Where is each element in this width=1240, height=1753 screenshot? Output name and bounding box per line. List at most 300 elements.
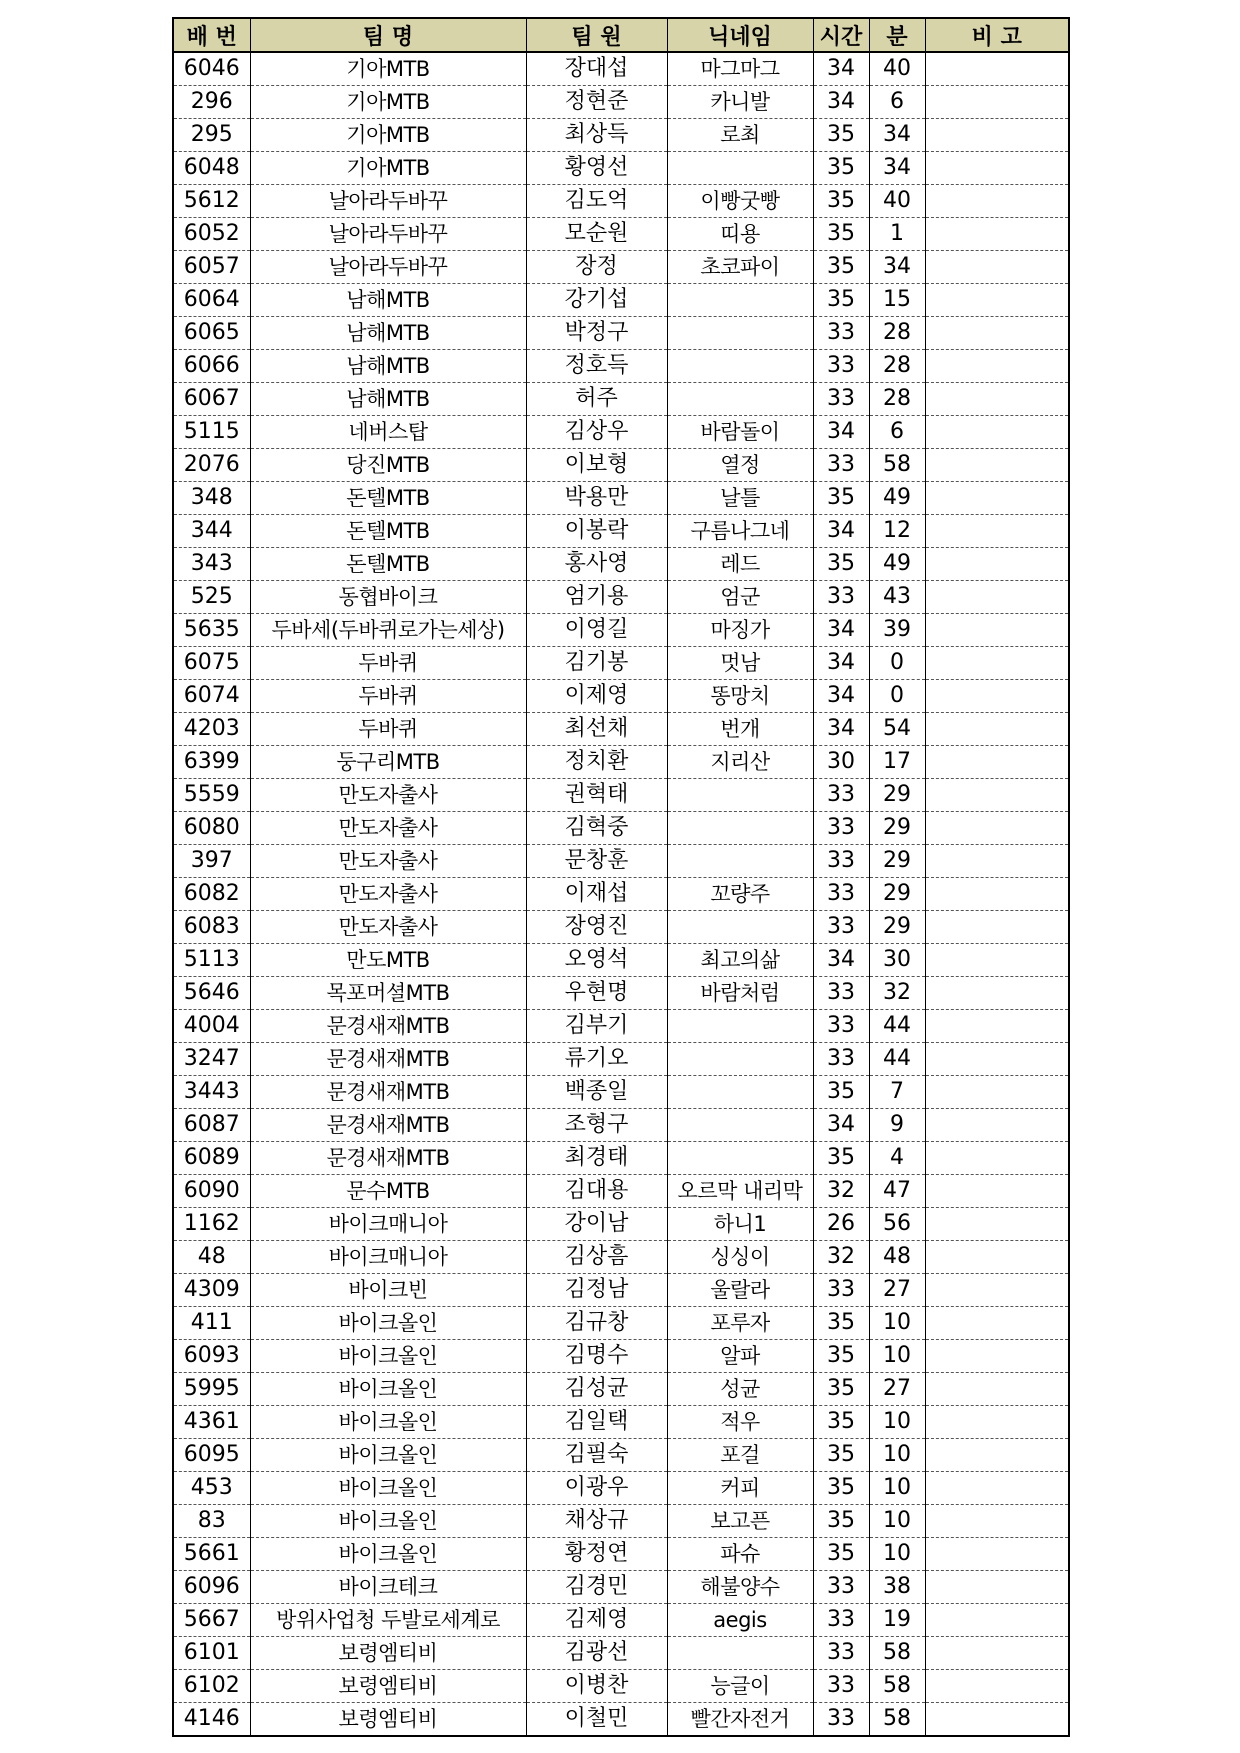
remarks-cell — [925, 944, 1069, 977]
table-row — [173, 581, 1069, 614]
hours-cell: 34 — [813, 416, 869, 449]
team-member-cell: 황영선 — [526, 152, 667, 185]
header-team-name: 팀 명 — [250, 18, 526, 52]
hours-cell: 35 — [813, 251, 869, 284]
team-member-cell: 홍사영 — [526, 548, 667, 581]
minutes-cell: 48 — [869, 1241, 925, 1274]
remarks-cell — [925, 284, 1069, 317]
nickname-cell: 이빵굿빵 — [667, 185, 813, 218]
team-name-cell: 날아라두바꾸 — [250, 251, 526, 284]
bib-number-cell: 6093 — [173, 1340, 250, 1373]
bib-number-cell: 6087 — [173, 1109, 250, 1142]
team-member-cell: 김규창 — [526, 1307, 667, 1340]
team-name-cell: 두바퀴 — [250, 680, 526, 713]
minutes-cell: 0 — [869, 680, 925, 713]
minutes-cell: 32 — [869, 977, 925, 1010]
team-member-cell: 김상흠 — [526, 1241, 667, 1274]
bib-number-cell: 83 — [173, 1505, 250, 1538]
bib-number-cell: 525 — [173, 581, 250, 614]
minutes-cell: 29 — [869, 911, 925, 944]
team-member-cell: 김상우 — [526, 416, 667, 449]
team-name-cell: 만도자출사 — [250, 812, 526, 845]
team-member-cell: 박용만 — [526, 482, 667, 515]
bib-number-cell: 5667 — [173, 1604, 250, 1637]
nickname-cell: 커피 — [667, 1472, 813, 1505]
remarks-cell — [925, 251, 1069, 284]
remarks-cell — [925, 218, 1069, 251]
hours-cell: 33 — [813, 911, 869, 944]
team-name-cell: 바이크매니아 — [250, 1208, 526, 1241]
nickname-cell: 번개 — [667, 713, 813, 746]
nickname-cell: 울랄라 — [667, 1274, 813, 1307]
remarks-cell — [925, 878, 1069, 911]
table-row — [173, 1241, 1069, 1274]
minutes-cell: 34 — [869, 152, 925, 185]
team-name-cell: 동협바이크 — [250, 581, 526, 614]
remarks-cell — [925, 185, 1069, 218]
team-member-cell: 강기섭 — [526, 284, 667, 317]
bib-number-cell: 453 — [173, 1472, 250, 1505]
hours-cell: 33 — [813, 1604, 869, 1637]
team-member-cell: 이보형 — [526, 449, 667, 482]
bib-number-cell: 48 — [173, 1241, 250, 1274]
table-row — [173, 944, 1069, 977]
hours-cell: 26 — [813, 1208, 869, 1241]
bib-number-cell: 6066 — [173, 350, 250, 383]
team-name-cell: 돈텔MTB — [250, 515, 526, 548]
team-name-cell: 날아라두바꾸 — [250, 185, 526, 218]
hours-cell: 33 — [813, 449, 869, 482]
remarks-cell — [925, 449, 1069, 482]
nickname-cell: 빨간자전거 — [667, 1703, 813, 1737]
hours-cell: 35 — [813, 1439, 869, 1472]
nickname-cell: 알파 — [667, 1340, 813, 1373]
remarks-cell — [925, 1109, 1069, 1142]
minutes-cell: 6 — [869, 416, 925, 449]
bib-number-cell: 5646 — [173, 977, 250, 1010]
bib-number-cell: 6075 — [173, 647, 250, 680]
nickname-cell: 성균 — [667, 1373, 813, 1406]
remarks-cell — [925, 152, 1069, 185]
hours-cell: 33 — [813, 779, 869, 812]
nickname-cell: 적우 — [667, 1406, 813, 1439]
team-name-cell: 바이크매니아 — [250, 1241, 526, 1274]
hours-cell: 33 — [813, 1703, 869, 1737]
minutes-cell: 10 — [869, 1505, 925, 1538]
remarks-cell — [925, 86, 1069, 119]
header-remarks: 비 고 — [925, 18, 1069, 52]
team-member-cell: 김필숙 — [526, 1439, 667, 1472]
table-row — [173, 119, 1069, 152]
team-name-cell: 문경새재MTB — [250, 1076, 526, 1109]
bib-number-cell: 5995 — [173, 1373, 250, 1406]
table-row — [173, 1406, 1069, 1439]
hours-cell: 35 — [813, 1406, 869, 1439]
remarks-cell — [925, 911, 1069, 944]
hours-cell: 34 — [813, 86, 869, 119]
table-row — [173, 52, 1069, 86]
table-row — [173, 1076, 1069, 1109]
table-row — [173, 416, 1069, 449]
table-row — [173, 812, 1069, 845]
team-name-cell: 돈텔MTB — [250, 548, 526, 581]
team-member-cell: 류기오 — [526, 1043, 667, 1076]
team-member-cell: 최선채 — [526, 713, 667, 746]
bib-number-cell: 6057 — [173, 251, 250, 284]
table-body — [173, 52, 1069, 1736]
hours-cell: 33 — [813, 1571, 869, 1604]
team-member-cell: 조형구 — [526, 1109, 667, 1142]
team-name-cell: 바이크올인 — [250, 1373, 526, 1406]
nickname-cell: 보고픈 — [667, 1505, 813, 1538]
hours-cell: 33 — [813, 1010, 869, 1043]
bib-number-cell: 6083 — [173, 911, 250, 944]
minutes-cell: 28 — [869, 383, 925, 416]
minutes-cell: 58 — [869, 1637, 925, 1670]
header-hours: 시간 — [813, 18, 869, 52]
minutes-cell: 19 — [869, 1604, 925, 1637]
team-name-cell: 만도자출사 — [250, 779, 526, 812]
bib-number-cell: 6090 — [173, 1175, 250, 1208]
nickname-cell: 구름나그네 — [667, 515, 813, 548]
nickname-cell: 엄군 — [667, 581, 813, 614]
team-name-cell: 만도자출사 — [250, 878, 526, 911]
minutes-cell: 10 — [869, 1307, 925, 1340]
minutes-cell: 9 — [869, 1109, 925, 1142]
bib-number-cell: 6064 — [173, 284, 250, 317]
minutes-cell: 10 — [869, 1340, 925, 1373]
nickname-cell: 싱싱이 — [667, 1241, 813, 1274]
table-row — [173, 350, 1069, 383]
table-row — [173, 383, 1069, 416]
table-row — [173, 1472, 1069, 1505]
table-row — [173, 1373, 1069, 1406]
minutes-cell: 1 — [869, 218, 925, 251]
nickname-cell — [667, 911, 813, 944]
remarks-cell — [925, 350, 1069, 383]
minutes-cell: 34 — [869, 251, 925, 284]
team-name-cell: 보령엠티비 — [250, 1637, 526, 1670]
table-row — [173, 845, 1069, 878]
hours-cell: 35 — [813, 1076, 869, 1109]
team-member-cell: 김제영 — [526, 1604, 667, 1637]
remarks-cell — [925, 1571, 1069, 1604]
team-member-cell: 정호득 — [526, 350, 667, 383]
bib-number-cell: 6052 — [173, 218, 250, 251]
remarks-cell — [925, 746, 1069, 779]
nickname-cell — [667, 383, 813, 416]
table-row — [173, 86, 1069, 119]
remarks-cell — [925, 1307, 1069, 1340]
minutes-cell: 29 — [869, 878, 925, 911]
hours-cell: 34 — [813, 713, 869, 746]
remarks-cell — [925, 1637, 1069, 1670]
remarks-cell — [925, 52, 1069, 86]
hours-cell: 35 — [813, 548, 869, 581]
minutes-cell: 29 — [869, 779, 925, 812]
team-name-cell: 네버스탑 — [250, 416, 526, 449]
hours-cell: 34 — [813, 515, 869, 548]
table-row — [173, 1670, 1069, 1703]
remarks-cell — [925, 1670, 1069, 1703]
nickname-cell: 똥망치 — [667, 680, 813, 713]
hours-cell: 35 — [813, 1340, 869, 1373]
bib-number-cell: 411 — [173, 1307, 250, 1340]
nickname-cell: 능글이 — [667, 1670, 813, 1703]
table-row — [173, 515, 1069, 548]
nickname-cell — [667, 845, 813, 878]
bib-number-cell: 6080 — [173, 812, 250, 845]
team-name-cell: 문경새재MTB — [250, 1010, 526, 1043]
minutes-cell: 17 — [869, 746, 925, 779]
remarks-cell — [925, 1439, 1069, 1472]
team-name-cell: 두바퀴 — [250, 713, 526, 746]
minutes-cell: 4 — [869, 1142, 925, 1175]
table-row — [173, 1637, 1069, 1670]
bib-number-cell: 5661 — [173, 1538, 250, 1571]
minutes-cell: 10 — [869, 1439, 925, 1472]
minutes-cell: 12 — [869, 515, 925, 548]
bib-number-cell: 4146 — [173, 1703, 250, 1737]
bib-number-cell: 2076 — [173, 449, 250, 482]
nickname-cell: 마그마그 — [667, 52, 813, 86]
table-row — [173, 1439, 1069, 1472]
nickname-cell: 바람돌이 — [667, 416, 813, 449]
bib-number-cell: 6102 — [173, 1670, 250, 1703]
nickname-cell — [667, 1109, 813, 1142]
minutes-cell: 54 — [869, 713, 925, 746]
table-row — [173, 1538, 1069, 1571]
team-name-cell: 보령엠티비 — [250, 1670, 526, 1703]
remarks-cell — [925, 119, 1069, 152]
team-member-cell: 최경태 — [526, 1142, 667, 1175]
nickname-cell: 포루자 — [667, 1307, 813, 1340]
minutes-cell: 29 — [869, 812, 925, 845]
table-row — [173, 680, 1069, 713]
remarks-cell — [925, 647, 1069, 680]
minutes-cell: 29 — [869, 845, 925, 878]
minutes-cell: 58 — [869, 1670, 925, 1703]
nickname-cell: 열정 — [667, 449, 813, 482]
team-name-cell: 당진MTB — [250, 449, 526, 482]
nickname-cell — [667, 1076, 813, 1109]
minutes-cell: 15 — [869, 284, 925, 317]
team-member-cell: 우현명 — [526, 977, 667, 1010]
remarks-cell — [925, 1340, 1069, 1373]
nickname-cell — [667, 1010, 813, 1043]
team-name-cell: 만도MTB — [250, 944, 526, 977]
hours-cell: 34 — [813, 614, 869, 647]
minutes-cell: 40 — [869, 185, 925, 218]
remarks-cell — [925, 1010, 1069, 1043]
hours-cell: 35 — [813, 1472, 869, 1505]
hours-cell: 35 — [813, 1373, 869, 1406]
team-member-cell: 황정연 — [526, 1538, 667, 1571]
table-row — [173, 1142, 1069, 1175]
team-member-cell: 장대섭 — [526, 52, 667, 86]
table-row — [173, 548, 1069, 581]
team-member-cell: 김기봉 — [526, 647, 667, 680]
remarks-cell — [925, 614, 1069, 647]
remarks-cell — [925, 1175, 1069, 1208]
bib-number-cell: 295 — [173, 119, 250, 152]
bib-number-cell: 6046 — [173, 52, 250, 86]
remarks-cell — [925, 1604, 1069, 1637]
hours-cell: 33 — [813, 317, 869, 350]
team-member-cell: 강이남 — [526, 1208, 667, 1241]
team-name-cell: 기아MTB — [250, 119, 526, 152]
team-name-cell: 방위사업청 두발로세계로 — [250, 1604, 526, 1637]
minutes-cell: 49 — [869, 548, 925, 581]
minutes-cell: 47 — [869, 1175, 925, 1208]
bib-number-cell: 5115 — [173, 416, 250, 449]
team-name-cell: 바이크올인 — [250, 1406, 526, 1439]
nickname-cell: 날틀 — [667, 482, 813, 515]
nickname-cell: 바람처럼 — [667, 977, 813, 1010]
table-row — [173, 614, 1069, 647]
hours-cell: 35 — [813, 1538, 869, 1571]
team-name-cell: 남해MTB — [250, 350, 526, 383]
remarks-cell — [925, 482, 1069, 515]
header-nickname: 닉네임 — [667, 18, 813, 52]
hours-cell: 34 — [813, 1109, 869, 1142]
team-member-cell: 장정 — [526, 251, 667, 284]
remarks-cell — [925, 1505, 1069, 1538]
table-row — [173, 251, 1069, 284]
table-row — [173, 977, 1069, 1010]
team-name-cell: 문경새재MTB — [250, 1109, 526, 1142]
hours-cell: 35 — [813, 1505, 869, 1538]
bib-number-cell: 3443 — [173, 1076, 250, 1109]
nickname-cell — [667, 1043, 813, 1076]
team-member-cell: 이병찬 — [526, 1670, 667, 1703]
bib-number-cell: 296 — [173, 86, 250, 119]
minutes-cell: 27 — [869, 1274, 925, 1307]
nickname-cell: 띠용 — [667, 218, 813, 251]
minutes-cell: 39 — [869, 614, 925, 647]
team-member-cell: 김혁중 — [526, 812, 667, 845]
hours-cell: 33 — [813, 1670, 869, 1703]
bib-number-cell: 6101 — [173, 1637, 250, 1670]
bib-number-cell: 6048 — [173, 152, 250, 185]
team-member-cell: 오영석 — [526, 944, 667, 977]
remarks-cell — [925, 1538, 1069, 1571]
hours-cell: 35 — [813, 119, 869, 152]
nickname-cell — [667, 284, 813, 317]
remarks-cell — [925, 581, 1069, 614]
nickname-cell: 꼬량주 — [667, 878, 813, 911]
minutes-cell: 43 — [869, 581, 925, 614]
table-row — [173, 779, 1069, 812]
team-member-cell: 장영진 — [526, 911, 667, 944]
hours-cell: 33 — [813, 845, 869, 878]
bib-number-cell: 348 — [173, 482, 250, 515]
remarks-cell — [925, 416, 1069, 449]
hours-cell: 33 — [813, 1637, 869, 1670]
bib-number-cell: 344 — [173, 515, 250, 548]
team-name-cell: 만도자출사 — [250, 845, 526, 878]
hours-cell: 33 — [813, 1274, 869, 1307]
table-row — [173, 185, 1069, 218]
nickname-cell: 최고의삶 — [667, 944, 813, 977]
minutes-cell: 10 — [869, 1472, 925, 1505]
minutes-cell: 56 — [869, 1208, 925, 1241]
table-row — [173, 1571, 1069, 1604]
remarks-cell — [925, 845, 1069, 878]
table-row — [173, 746, 1069, 779]
team-name-cell: 문수MTB — [250, 1175, 526, 1208]
team-name-cell: 만도자출사 — [250, 911, 526, 944]
nickname-cell: aegis — [667, 1604, 813, 1637]
remarks-cell — [925, 1373, 1069, 1406]
team-name-cell: 바이크올인 — [250, 1340, 526, 1373]
minutes-cell: 49 — [869, 482, 925, 515]
team-member-cell: 정치환 — [526, 746, 667, 779]
team-name-cell: 바이크올인 — [250, 1307, 526, 1340]
remarks-cell — [925, 1208, 1069, 1241]
minutes-cell: 0 — [869, 647, 925, 680]
minutes-cell: 44 — [869, 1010, 925, 1043]
table-row — [173, 713, 1069, 746]
hours-cell: 33 — [813, 878, 869, 911]
team-member-cell: 박정구 — [526, 317, 667, 350]
remarks-cell — [925, 680, 1069, 713]
minutes-cell: 40 — [869, 52, 925, 86]
hours-cell: 34 — [813, 680, 869, 713]
team-member-cell: 백종일 — [526, 1076, 667, 1109]
bib-number-cell: 397 — [173, 845, 250, 878]
team-member-cell: 김광선 — [526, 1637, 667, 1670]
minutes-cell: 7 — [869, 1076, 925, 1109]
hours-cell: 35 — [813, 218, 869, 251]
team-member-cell: 김명수 — [526, 1340, 667, 1373]
team-name-cell: 기아MTB — [250, 86, 526, 119]
team-member-cell: 김경민 — [526, 1571, 667, 1604]
remarks-cell — [925, 317, 1069, 350]
header-bib-number: 배 번 — [173, 18, 250, 52]
team-name-cell: 남해MTB — [250, 317, 526, 350]
team-name-cell: 바이크올인 — [250, 1505, 526, 1538]
team-name-cell: 보령엠티비 — [250, 1703, 526, 1737]
table-header — [173, 18, 1069, 52]
bib-number-cell: 6399 — [173, 746, 250, 779]
team-name-cell: 두바퀴 — [250, 647, 526, 680]
team-name-cell: 목포머셜MTB — [250, 977, 526, 1010]
nickname-cell: 초코파이 — [667, 251, 813, 284]
table-row — [173, 317, 1069, 350]
bib-number-cell: 1162 — [173, 1208, 250, 1241]
hours-cell: 33 — [813, 383, 869, 416]
remarks-cell — [925, 1142, 1069, 1175]
nickname-cell — [667, 812, 813, 845]
nickname-cell — [667, 1637, 813, 1670]
team-name-cell: 두바세(두바퀴로가는세상) — [250, 614, 526, 647]
hours-cell: 35 — [813, 482, 869, 515]
bib-number-cell: 5113 — [173, 944, 250, 977]
team-member-cell: 김일택 — [526, 1406, 667, 1439]
team-member-cell: 김성균 — [526, 1373, 667, 1406]
remarks-cell — [925, 779, 1069, 812]
team-name-cell: 바이크올인 — [250, 1439, 526, 1472]
hours-cell: 35 — [813, 185, 869, 218]
team-member-cell: 이봉락 — [526, 515, 667, 548]
bib-number-cell: 4361 — [173, 1406, 250, 1439]
team-member-cell: 채상규 — [526, 1505, 667, 1538]
hours-cell: 32 — [813, 1241, 869, 1274]
team-name-cell: 문경새재MTB — [250, 1142, 526, 1175]
team-name-cell: 문경새재MTB — [250, 1043, 526, 1076]
remarks-cell — [925, 548, 1069, 581]
